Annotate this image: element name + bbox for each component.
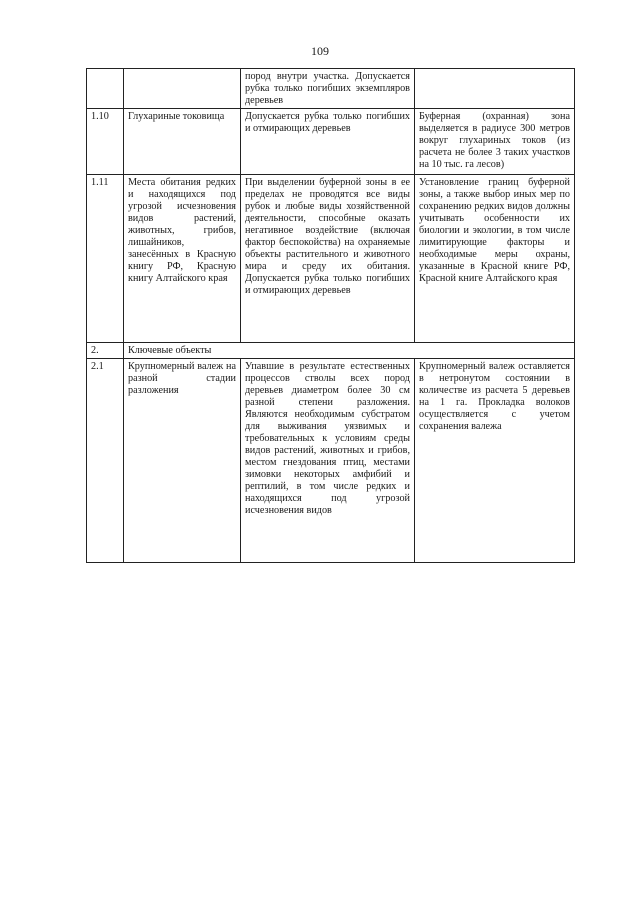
- description-cell: пород внутри участка. Допускается рубка только погибших экземпляров деревьев: [241, 69, 415, 109]
- row-number-cell: 2.1: [87, 359, 124, 563]
- object-name-cell: Глухариные токовища: [124, 109, 241, 175]
- measures-cell: Буферная (охранная) зона выделяется в радиусе 300 метров вокруг глухариных токов (из расчета не более 3 таких участков на 10 тыс. га лесов): [415, 109, 575, 175]
- row-number-cell: [87, 69, 124, 109]
- description-cell: При выделении буферной зоны в ее пределах не проводятся все виды рубок и любые виды хозяйственной деятельности, способные оказать негативное воздействие (включая фактор беспокойства) на охраняемые объекты растительного и животного мира и среду их обитания. Допускается рубка только погибших и отмирающих деревьев: [241, 175, 415, 343]
- measures-cell: Крупномерный валеж оставляется в нетронутом состоянии в количестве из расчета 5 деревьев на 1 га. Прокладка волоков осуществляется с учетом сохранения валежа: [415, 359, 575, 563]
- page-number: 109: [311, 44, 329, 58]
- table-row: [87, 175, 575, 343]
- table-row: [87, 343, 575, 359]
- description-cell: Упавшие в результате естественных процессов стволы всех пород деревьев диаметром более 30 см разной степени разложения. Являются необходимым субстратом для выживания уязвимых и требовательных к условиям среды видов растений, животных и грибов, местом гнездования птиц, местами зимовки некоторых амфибий и рептилий, в том числе редких и находящихся под угрозой исчезновения видов: [241, 359, 415, 563]
- description-cell: Допускается рубка только погибших и отмирающих деревьев: [241, 109, 415, 175]
- table-row: [87, 359, 575, 563]
- measures-cell: [415, 69, 575, 109]
- table-row: [87, 109, 575, 175]
- measures-cell: Установление границ буферной зоны, а также выбор иных мер по сохранению редких видов должны учитывать особенности их биологии и экологии, в том числе лимитирующие факторы и необходимые меры охраны, указанные в Красной книге РФ, Красной книге Алтайского края: [415, 175, 575, 343]
- object-name-cell: [124, 69, 241, 109]
- section-number-cell: 2.: [87, 343, 124, 359]
- object-name-cell: Крупномерный валеж на разной стадии разложения: [124, 359, 241, 563]
- table-row: [87, 69, 575, 109]
- row-number-cell: 1.11: [87, 175, 124, 343]
- section-title-cell: Ключевые объекты: [124, 343, 575, 359]
- protection-measures-table: [86, 68, 575, 563]
- object-name-cell: Места обитания редких и находящихся под угрозой исчезновения видов растений, животных, грибов, лишайников, занесённых в Красную книгу РФ, Красную книгу Алтайского края: [124, 175, 241, 343]
- row-number-cell: 1.10: [87, 109, 124, 175]
